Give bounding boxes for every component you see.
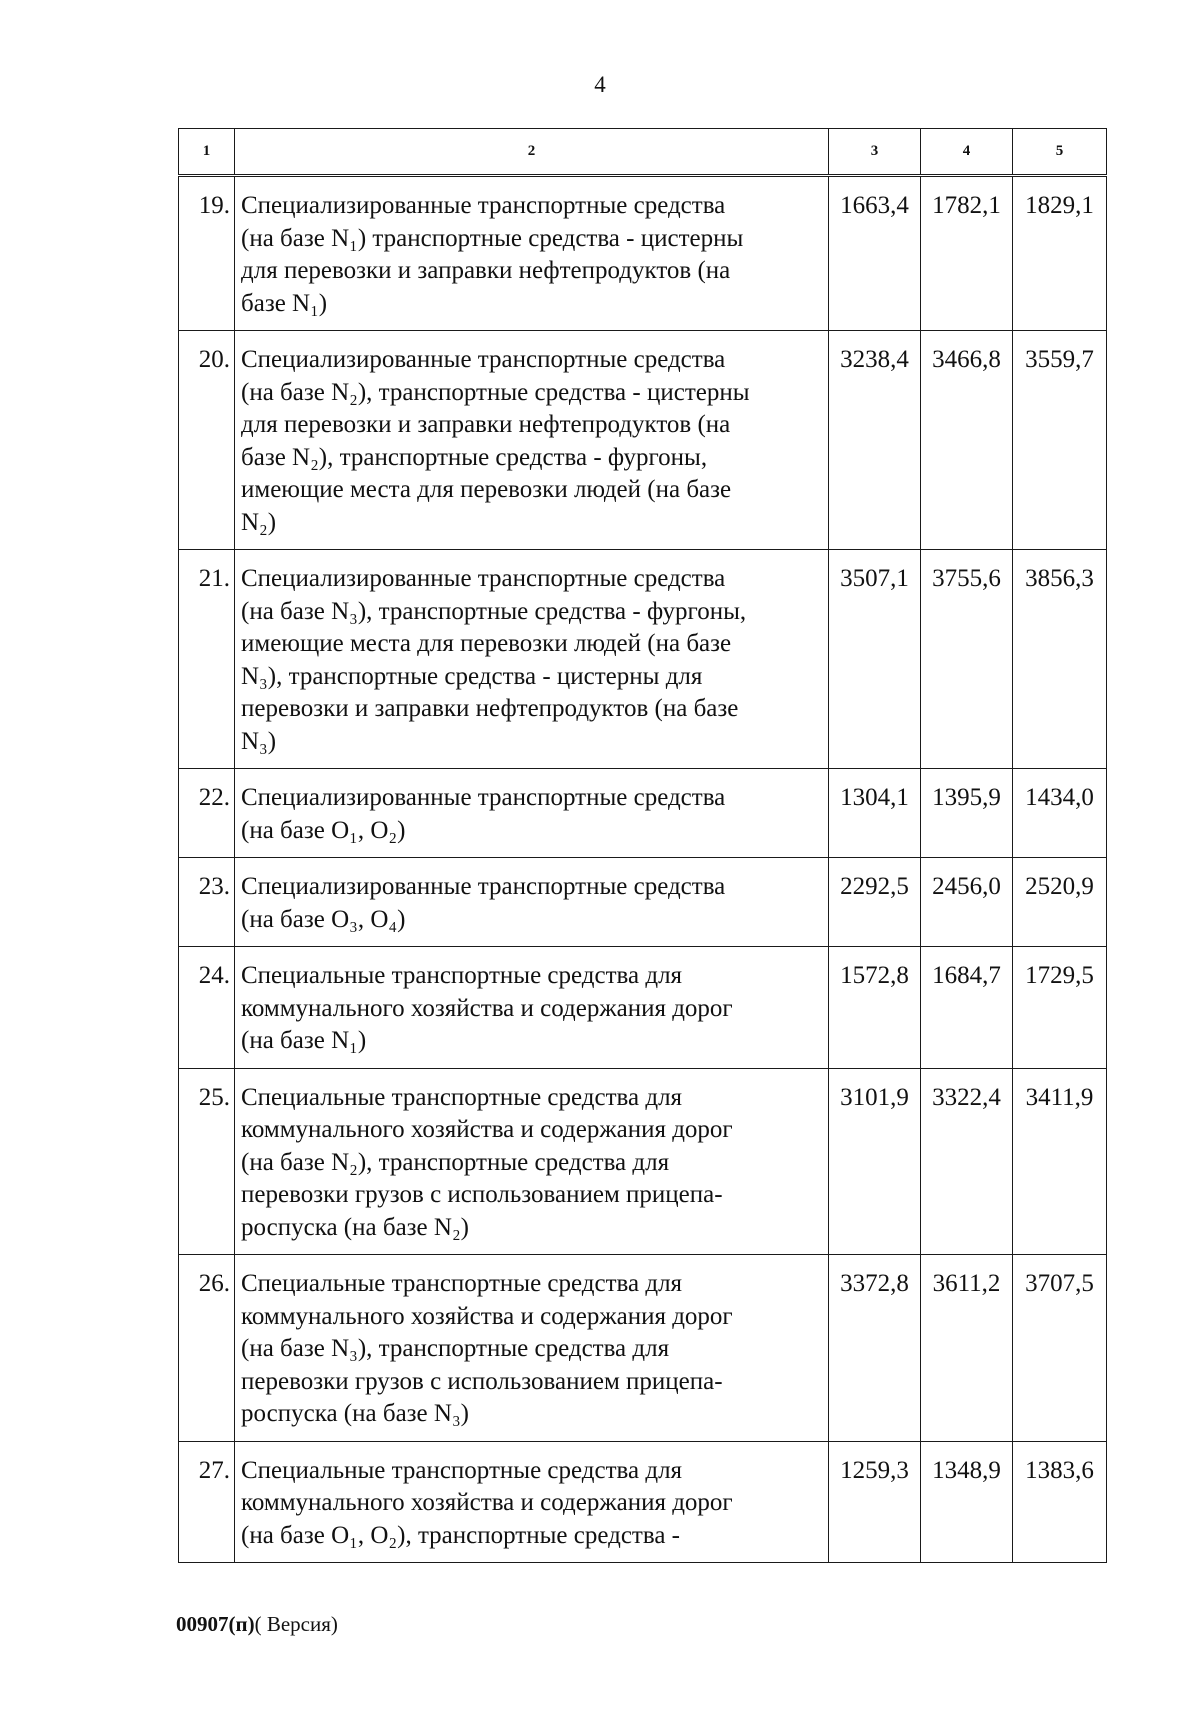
value-col-5: 3856,3 (1013, 550, 1107, 769)
value-col-3: 2292,5 (829, 858, 921, 947)
value-col-4: 1348,9 (921, 1441, 1013, 1563)
header-row (179, 129, 1107, 176)
description-line: (на базе N₁) (241, 1027, 367, 1054)
row-number: 21. (179, 550, 235, 769)
value-col-3: 1304,1 (829, 769, 921, 858)
description-line: для перевозки и заправки нефтепродуктов (на (241, 257, 731, 284)
document-code: 00907(п) (176, 1612, 255, 1636)
row-description (235, 1255, 829, 1442)
table-row (179, 550, 1107, 769)
description-line: Специальные транспортные средства для (241, 962, 683, 989)
description-line: Специализированные транспортные средства (241, 873, 726, 900)
description-line: коммунального хозяйства и содержания дорог (241, 1116, 733, 1143)
value-col-4: 3322,4 (921, 1068, 1013, 1255)
description-line: для перевозки и заправки нефтепродуктов (на (241, 411, 731, 438)
table-row (179, 769, 1107, 858)
description-line: коммунального хозяйства и содержания дорог (241, 1302, 733, 1330)
description-line: (на базе O₃, O₄) (241, 905, 406, 933)
row-description (235, 176, 829, 331)
value-col-5: 1729,5 (1013, 947, 1107, 1069)
header-col-5: 5 (1013, 129, 1107, 176)
table-row (179, 1255, 1107, 1442)
value-col-3: 3372,8 (829, 1255, 921, 1442)
description-line: коммунального хозяйства и содержания дорог (241, 1489, 733, 1516)
value-col-4: 3755,6 (921, 550, 1013, 769)
description-line: (на базе N₃), транспортные средства для (241, 1335, 670, 1362)
value-col-5: 1383,6 (1013, 1441, 1107, 1563)
description-line: (на базе O₁, O₂), транспортные средства - (241, 1521, 681, 1549)
value-col-5: 1829,1 (1013, 176, 1107, 331)
value-col-3: 3507,1 (829, 550, 921, 769)
row-number: 19. (179, 176, 235, 331)
description-line: Специализированные транспортные средства (241, 784, 726, 811)
value-col-3: 1572,8 (829, 947, 921, 1069)
value-col-4: 1684,7 (921, 947, 1013, 1069)
description-line: Специальные транспортные средства для (241, 1270, 683, 1297)
table-row (179, 1441, 1107, 1563)
table-row (179, 858, 1107, 947)
value-col-4: 3611,2 (921, 1255, 1013, 1442)
value-col-5: 2520,9 (1013, 858, 1107, 947)
row-description (235, 331, 829, 550)
row-number: 20. (179, 331, 235, 550)
value-col-4: 1782,1 (921, 176, 1013, 331)
document-footer (176, 1612, 338, 1637)
row-description (235, 769, 829, 858)
description-line: N₃), транспортные средства - цистерны для (241, 662, 703, 690)
row-number: 22. (179, 769, 235, 858)
table-row (179, 1068, 1107, 1255)
row-number: 27. (179, 1441, 235, 1563)
row-description (235, 947, 829, 1069)
value-col-3: 1663,4 (829, 176, 921, 331)
description-line: базе N₁) (241, 289, 328, 317)
description-line: N₂) (241, 508, 277, 536)
description-line: (на базе N₂), транспортные средства - цистерны (241, 378, 750, 406)
description-line: (на базе O₁, O₂) (241, 816, 406, 844)
description-line: N₃) (241, 727, 277, 755)
header-col-2: 2 (235, 129, 829, 176)
description-line: имеющие места для перевозки людей (на базе (241, 476, 732, 503)
value-col-4: 3466,8 (921, 331, 1013, 550)
description-line: (на базе N₁) транспортные средства - цистерны (241, 224, 744, 252)
table-row (179, 947, 1107, 1069)
description-line: Специализированные транспортные средства (241, 565, 726, 592)
page-number: 4 (594, 72, 606, 97)
tariff-table (178, 128, 1107, 1563)
table-body (179, 176, 1107, 1563)
table-header (179, 129, 1107, 176)
row-number: 24. (179, 947, 235, 1069)
value-col-4: 2456,0 (921, 858, 1013, 947)
description-line: перевозки и заправки нефтепродуктов (на базе (241, 695, 739, 722)
row-description (235, 550, 829, 769)
table-row (179, 176, 1107, 331)
value-col-4: 1395,9 (921, 769, 1013, 858)
row-number: 23. (179, 858, 235, 947)
description-line: базе N₂), транспортные средства - фургоны, (241, 443, 708, 471)
table-row (179, 331, 1107, 550)
description-line: Специализированные транспортные средства (241, 346, 726, 373)
row-number: 26. (179, 1255, 235, 1442)
header-col-4: 4 (921, 129, 1013, 176)
value-col-3: 1259,3 (829, 1441, 921, 1563)
row-description (235, 1068, 829, 1255)
value-col-3: 3238,4 (829, 331, 921, 550)
header-col-1: 1 (179, 129, 235, 176)
header-col-3: 3 (829, 129, 921, 176)
description-line: перевозки грузов с использованием прицепа- (241, 1367, 723, 1395)
description-line: роспуска (на базе N₃) (241, 1400, 469, 1427)
description-line: Специальные транспортные средства для (241, 1083, 683, 1111)
description-line: имеющие места для перевозки людей (на базе (241, 630, 732, 657)
description-line: коммунального хозяйства и содержания дорог (241, 994, 733, 1022)
document-version: ( Версия) (254, 1612, 338, 1636)
description-line: (на базе N₂), транспортные средства для (241, 1148, 670, 1176)
row-number: 25. (179, 1068, 235, 1255)
value-col-5: 3559,7 (1013, 331, 1107, 550)
row-description (235, 858, 829, 947)
description-line: Специальные транспортные средства для (241, 1456, 683, 1484)
value-col-3: 3101,9 (829, 1068, 921, 1255)
tariff-table-container (178, 128, 1106, 1563)
description-line: перевозки грузов с использованием прицепа- (241, 1181, 723, 1208)
value-col-5: 1434,0 (1013, 769, 1107, 858)
description-line: Специализированные транспортные средства (241, 192, 726, 219)
value-col-5: 3707,5 (1013, 1255, 1107, 1442)
value-col-5: 3411,9 (1013, 1068, 1107, 1255)
description-line: роспуска (на базе N₂) (241, 1213, 469, 1241)
description-line: (на базе N₃), транспортные средства - фургоны, (241, 597, 747, 625)
row-description (235, 1441, 829, 1563)
